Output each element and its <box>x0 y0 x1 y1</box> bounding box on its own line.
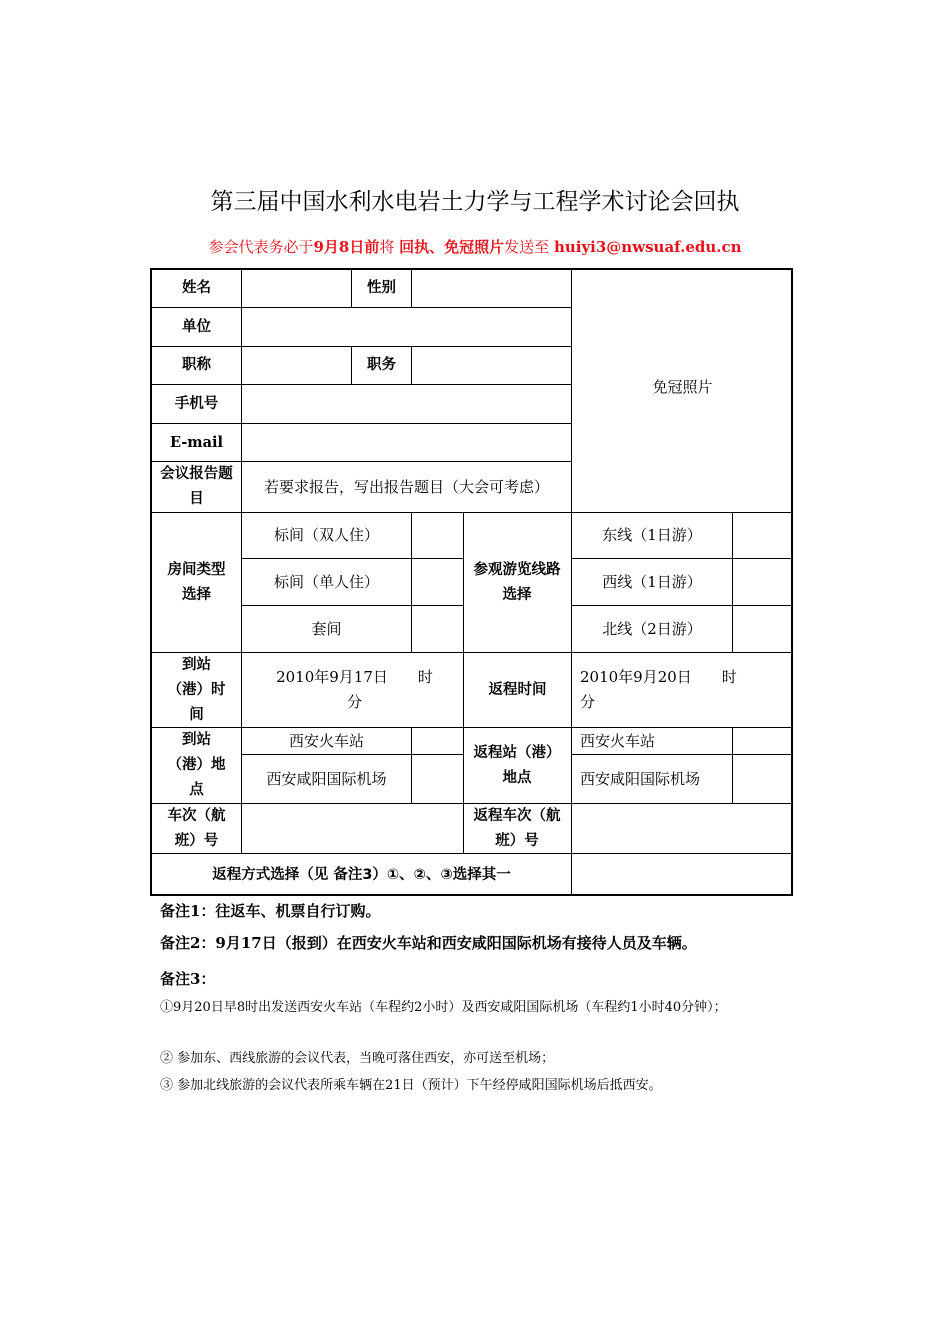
arrival-place-label: 到站（港）地点 <box>167 732 226 798</box>
return-place-option: 西安咸阳国际机场 <box>580 769 701 788</box>
tour-option-check[interactable] <box>733 559 793 605</box>
arrival-place-check[interactable] <box>412 728 463 754</box>
email-field[interactable] <box>242 424 571 461</box>
page-title: 第三届中国水利水电岩土力学与工程学术讨论会回执 <box>210 189 740 215</box>
phone-field[interactable] <box>242 385 571 423</box>
note-3-title: 备注3： <box>160 970 216 988</box>
report-label: 会议报告题目 <box>160 466 233 507</box>
email-label: E-mail <box>169 434 224 451</box>
tour-option-check[interactable] <box>733 606 793 652</box>
tour-option: 东线（1日游） <box>602 526 702 544</box>
name-field[interactable] <box>242 270 351 307</box>
unit-field[interactable] <box>242 308 571 346</box>
note-3-item: ③ 参加北线旅游的会议代表所乘车辆在21日（预计）下午经停咸阳国际机场后抵西安。 <box>160 1078 662 1093</box>
return-place-option: 西安火车站 <box>580 731 656 750</box>
notice-email: huiyi3@nwsuaf.edu.cn <box>553 238 742 256</box>
note-2: 备注2：9月17日（报到）在西安火车站和西安咸阳国际机场有接待人员及车辆。 <box>160 934 697 952</box>
return-train-number-label: 返程车次（航班）号 <box>473 807 561 849</box>
return-time-field[interactable]: 2010年9月20日 时 分 <box>580 668 767 711</box>
notice-text-2: 将 <box>379 238 400 256</box>
room-option: 标间（双人住） <box>273 526 379 544</box>
arrival-place-option: 西安火车站 <box>288 731 364 750</box>
note-1: 备注1：往返车、机票自行订购。 <box>160 902 381 920</box>
note-3-item: ② 参加东、西线旅游的会议代表，当晚可落住西安，亦可送至机场； <box>160 1051 555 1066</box>
tour-route-label: 参观游览线路选择 <box>473 561 561 603</box>
room-option: 套间 <box>311 619 342 638</box>
return-time-label: 返程时间 <box>488 681 547 698</box>
notice-items: 回执、免冠照片 <box>399 238 505 256</box>
submission-notice <box>0 236 950 257</box>
train-number-label: 车次（航班）号 <box>167 807 226 849</box>
unit-label: 单位 <box>182 318 211 335</box>
return-mode-field[interactable] <box>572 854 793 896</box>
title-label: 职称 <box>182 357 211 373</box>
phone-label: 手机号 <box>174 395 219 412</box>
position-field[interactable] <box>412 347 571 384</box>
arrival-time-label: 到站（港）时间 <box>167 656 226 723</box>
gender-field[interactable] <box>412 270 571 307</box>
arrival-place-check[interactable] <box>412 755 463 803</box>
registration-form <box>150 268 793 896</box>
notice-text-3: 发送至 <box>504 238 554 256</box>
note-3-item: ①9月20日早8时出发送西安火车站（车程约2小时）及西安咸阳国际机场（车程约1小时40分钟）； <box>160 1000 727 1015</box>
position-label: 职务 <box>367 357 396 373</box>
room-option: 标间（单人住） <box>273 572 379 591</box>
room-option-check[interactable] <box>412 513 463 558</box>
room-option-check[interactable] <box>412 559 463 605</box>
tour-option: 北线（2日游） <box>602 619 702 638</box>
room-option-check[interactable] <box>412 606 463 652</box>
train-number-field[interactable] <box>242 804 463 853</box>
report-hint[interactable]: 若要求报告，写出报告题目（大会可考虑） <box>263 477 549 496</box>
notice-text-1: 参会代表务必于 <box>208 238 314 256</box>
photo-box[interactable]: 免冠照片 <box>652 378 713 396</box>
return-place-label: 返程站（港）地点 <box>473 744 561 786</box>
title-field[interactable] <box>242 347 351 384</box>
arrival-time-field[interactable]: 2010年9月17日 时 分 <box>276 668 463 711</box>
return-place-check[interactable] <box>733 755 793 803</box>
return-train-number-field[interactable] <box>572 804 793 853</box>
tour-option-check[interactable] <box>733 513 793 558</box>
notice-deadline: 9月8日前 <box>313 238 380 256</box>
return-place-check[interactable] <box>733 728 793 754</box>
gender-label: 性别 <box>367 280 396 296</box>
name-label: 姓名 <box>182 280 211 296</box>
tour-option: 西线（1日游） <box>602 572 702 591</box>
return-mode-label: 返程方式选择（见 备注3）①、②、③选择其一 <box>212 866 511 883</box>
room-type-label: 房间类型选择 <box>167 561 226 603</box>
arrival-place-option: 西安咸阳国际机场 <box>266 769 387 788</box>
